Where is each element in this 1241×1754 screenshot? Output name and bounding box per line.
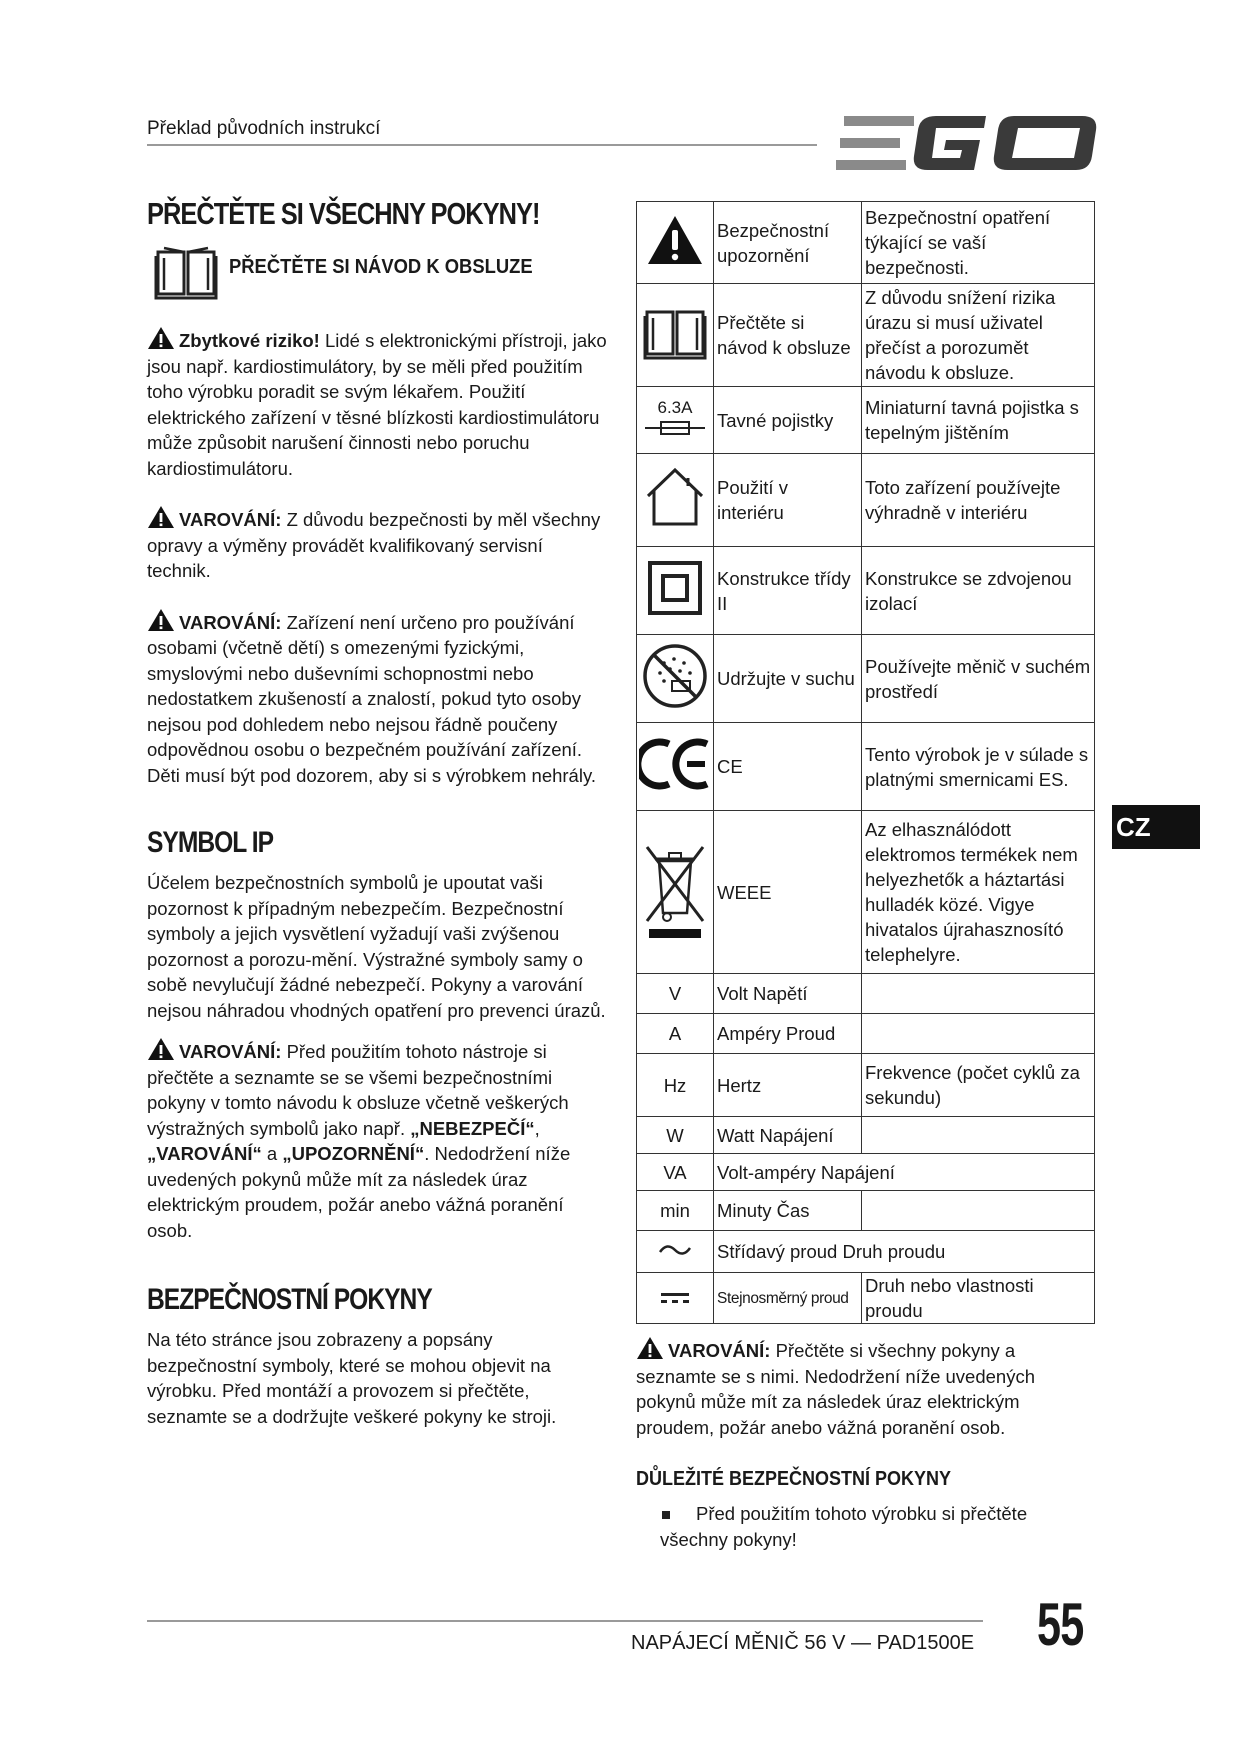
language-tab: CZ — [1112, 805, 1200, 849]
symbol-cell — [637, 202, 714, 284]
name-cell: Volt Napětí — [714, 974, 862, 1014]
symbol-cell — [637, 547, 714, 635]
manual-book-icon — [643, 304, 707, 360]
symbol-cell: A — [637, 1014, 714, 1054]
footer-product: NAPÁJECÍ MĚNIČ 56 V — PAD1500E — [631, 1632, 975, 1654]
warning-label: VAROVÁNÍ: — [179, 1041, 282, 1062]
name-cell: Konstrukce třídy II — [714, 547, 862, 635]
table-row — [637, 1191, 1095, 1231]
symbol-paragraph: Účelem bezpečnostních symbolů je upoutat vaši pozornost k případným nebezpečím. Bezpečnostní symboly a jejich vysvětlení vyžadují vaši zvýšenou pozornost a porozu-mění. Výstražné symboly samy o sobě nevylučují žádné nebezpečí. Pokyny a varování nejsou náhradou vhodných opatření pro prevenci úrazů. — [147, 872, 606, 1021]
table-row — [637, 284, 1095, 387]
description-cell — [862, 1191, 1095, 1231]
dc-icon — [659, 1291, 691, 1305]
keyword-warning: „VAROVÁNÍ“ — [147, 1143, 262, 1164]
description-cell: Miniaturní tavná pojistka s tepelným jištěním — [862, 387, 1095, 454]
name-cell: Tavné pojistky — [714, 387, 862, 454]
read-manual-label: PŘEČTĚTE SI NÁVOD K OBSLUZE — [229, 256, 533, 278]
heading-read-all: PŘEČTĚTE SI VŠECHNY POKYNY! — [147, 196, 540, 231]
footer-divider — [147, 1620, 983, 1622]
table-row — [637, 387, 1095, 454]
symbol-cell: VA — [637, 1154, 714, 1191]
name-cell: CE — [714, 723, 862, 811]
name-cell: Watt Napájení — [714, 1117, 862, 1154]
symbol-cell — [637, 1273, 714, 1324]
symbol-cell — [637, 1231, 714, 1273]
description-cell — [862, 1117, 1095, 1154]
ego-logo — [836, 110, 1098, 176]
heading-symbol-ip: SYMBOL IP — [147, 826, 274, 859]
description-cell: Druh nebo vlastnosti proudu — [862, 1273, 1095, 1324]
read-manual-row — [147, 244, 607, 310]
manual-book-icon — [154, 244, 218, 300]
description-cell: Z důvodu snížení rizika úrazu si musí uživatel přečíst a porozumět návodu k obsluze. — [862, 284, 1095, 387]
warning-repairs-text: Z důvodu bezpečnosti by měl všechny opravy a výměny provádět kvalifikovaný servisní technik. — [147, 509, 601, 581]
separator: a — [261, 1143, 283, 1164]
description-cell: Tento výrobok je v súlade s platnými smernicami ES. — [862, 723, 1095, 811]
name-cell: Ampéry Proud — [714, 1014, 862, 1054]
heading-important: DŮLEŽITÉ BEZPEČNOSTNÍ POKYNY — [636, 1468, 952, 1490]
description-cell: Používejte měnič v suchém prostředí — [862, 635, 1095, 723]
name-cell: Volt-ampéry Napájení — [714, 1154, 1095, 1191]
description-cell: Toto zařízení používejte výhradně v interiéru — [862, 454, 1095, 547]
residual-risk-label: Zbytkové riziko! — [179, 330, 320, 351]
table-row — [637, 1014, 1095, 1054]
table-row — [637, 1117, 1095, 1154]
left-column — [147, 196, 607, 1429]
header-divider — [147, 144, 817, 146]
symbol-cell: V — [637, 974, 714, 1014]
page-number: 55 — [1037, 1591, 1084, 1658]
table-row — [637, 547, 1095, 635]
warning-triangle-icon — [646, 214, 704, 266]
symbol-cell: W — [637, 1117, 714, 1154]
name-cell: WEEE — [714, 811, 862, 974]
symbol-cell — [637, 454, 714, 547]
fuse-rating: 6.3A — [657, 397, 693, 417]
heading-safety: BEZPEČNOSTNÍ POKYNY — [147, 1283, 432, 1316]
name-cell: Přečtěte si návod k obsluze — [714, 284, 862, 387]
name-cell: Bezpečnostní upozornění — [714, 202, 862, 284]
residual-risk-text: Lidé s elektronickými přístroji, jako jsou např. kardiostimulátory, by se měli před použitím toho výrobku poradit se svým lékařem. Použití elektrického zařízení v těsné blízkosti kardiostimulátoru může způsobit narušení činnosti nebo poruchu kardiostimulátoru. — [147, 330, 607, 479]
keyword-caution: „UPOZORNĚNÍ“ — [282, 1143, 425, 1164]
warning-triangle-icon — [147, 326, 175, 350]
warning-read-text-b: . Nedodržení níže uvedených pokynů může mít za následek úraz elektrickým proudem, požár anebo vážná poranění osob. — [147, 1143, 571, 1241]
warning-triangle-icon — [147, 608, 175, 632]
class-ii-icon — [647, 560, 703, 616]
description-cell: Frekvence (počet cyklů za sekundu) — [862, 1054, 1095, 1117]
warning-triangle-icon — [636, 1336, 664, 1360]
warning-label: VAROVÁNÍ: — [179, 611, 282, 633]
header-title: Překlad původních instrukcí — [147, 118, 381, 139]
residual-risk-paragraph — [147, 326, 607, 481]
description-cell — [862, 1014, 1095, 1054]
name-cell: Hertz — [714, 1054, 862, 1117]
table-row — [637, 723, 1095, 811]
symbol-cell: Hz — [637, 1054, 714, 1117]
table-row — [637, 974, 1095, 1014]
ce-mark-icon — [639, 738, 711, 790]
symbol-cell: min — [637, 1191, 714, 1231]
table-row — [637, 1273, 1095, 1324]
symbol-cell — [637, 635, 714, 723]
warning-triangle-icon — [147, 1037, 175, 1061]
symbol-cell — [637, 811, 714, 974]
table-row — [637, 454, 1095, 547]
symbol-cell — [637, 387, 714, 454]
warning-triangle-icon — [147, 505, 175, 529]
warning-read-all-text: Přečtěte si všechny pokyny a seznamte se s nimi. Nedodržení níže uvedených pokynů může mít za následek úraz elektrickým proudem, požár anebo vážná poranění osob. — [636, 1340, 1035, 1438]
name-cell: Stejnosměrný proud — [714, 1273, 862, 1324]
warning-read-paragraph — [147, 1037, 607, 1243]
table-row — [637, 202, 1095, 284]
symbol-table — [636, 201, 1095, 1324]
table-row — [637, 1231, 1095, 1273]
right-column — [636, 1336, 1096, 1552]
table-row — [637, 1154, 1095, 1191]
warning-persons-paragraph — [147, 608, 607, 789]
list-item — [636, 1501, 1096, 1552]
warning-repairs-paragraph — [147, 505, 607, 584]
keyword-danger: „NEBEZPEČÍ“ — [410, 1117, 535, 1139]
name-cell: Minuty Čas — [714, 1191, 862, 1231]
symbol-cell — [637, 284, 714, 387]
name-cell: Udržujte v suchu — [714, 635, 862, 723]
table-row — [637, 811, 1095, 974]
warning-read-all-paragraph — [636, 1336, 1096, 1440]
description-cell — [862, 974, 1095, 1014]
ac-wave-icon — [658, 1242, 692, 1258]
warning-persons-text: Zařízení není určeno pro používání osobami (včetně dětí) s omezenými fyzickými, smyslovými nebo duševními schopnostmi nebo nedostatkem zkušeností a znalostí, pokud tyto osoby nejsou pod dohledem nebo nejsou řádně poučeny odpovědnou osobu o bezpečném používání zařízení. Děti musí být pod dozorem, aby si s výrobkem nehrály. — [147, 611, 596, 786]
list-item-text: Před použitím tohoto výrobku si přečtěte všechny pokyny! — [660, 1503, 1028, 1550]
house-icon — [644, 466, 706, 528]
warning-read-text-a: Před použitím tohoto nástroje si přečtěte a seznamte se se všemi bezpečnostními pokyny v tomto návodu k obsluze včetně veškerých výstražných symbolů jako např. — [147, 1041, 569, 1139]
fuse-icon — [645, 420, 705, 436]
symbol-cell — [637, 723, 714, 811]
keep-dry-icon — [642, 643, 708, 709]
description-cell: Az elhasználódott elektromos termékek nem helyezhetők a háztartási hulladék közé. Vigye hivatalos újrahasznosító telephelyre. — [862, 811, 1095, 974]
table-row — [637, 1054, 1095, 1117]
safety-paragraph: Na této stránce jsou zobrazeny a popsány bezpečnostní symboly, které se mohou objevit na výrobku. Před montáží a provozem si přečtěte, seznamte se a dodržujte veškeré pokyny ke stroji. — [147, 1329, 557, 1427]
table-row — [637, 635, 1095, 723]
description-cell: Konstrukce se zdvojenou izolací — [862, 547, 1095, 635]
bullet-marker — [662, 1511, 670, 1519]
name-cell: Střídavý proud Druh proudu — [714, 1231, 1095, 1273]
description-cell: Bezpečnostní opatření týkající se vaší bezpečnosti. — [862, 202, 1095, 284]
warning-label: VAROVÁNÍ: — [668, 1340, 771, 1361]
warning-label: VAROVÁNÍ: — [179, 509, 282, 530]
name-cell: Použití v interiéru — [714, 454, 862, 547]
weee-bin-icon — [643, 839, 707, 939]
separator: , — [534, 1117, 540, 1139]
